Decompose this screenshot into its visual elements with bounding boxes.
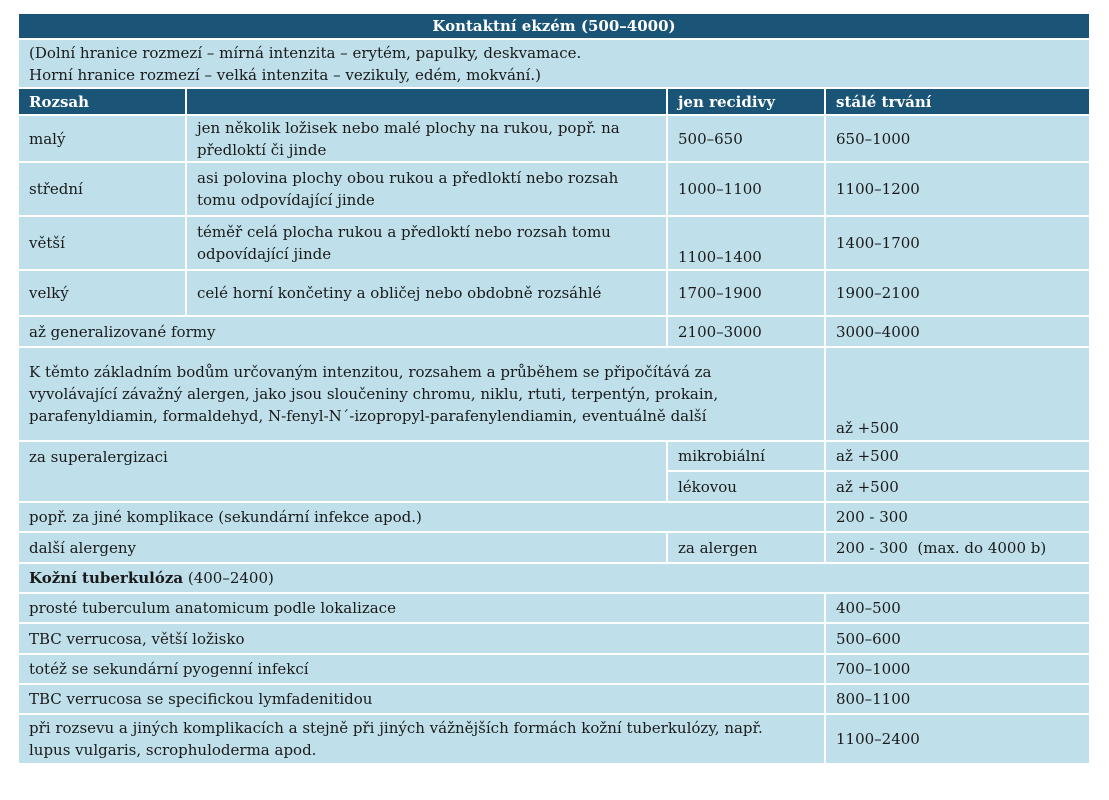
table-row xyxy=(18,563,1090,593)
size-cell: malý xyxy=(18,115,186,162)
trvani-cell: 650–1000 xyxy=(825,115,1090,162)
trvani-cell: 1100–1200 xyxy=(825,162,1090,216)
tb-text: TBC verrucosa, větší ložisko xyxy=(18,623,825,654)
tb-text xyxy=(18,714,825,764)
header-trvani: stálé trvání xyxy=(825,88,1090,115)
allergen-line: parafenyldiamin, formaldehyd, N-fenyl-N´-izopropyl-parafenylendiamin, eventuálně další xyxy=(29,407,707,425)
table-row xyxy=(18,216,1090,270)
description-line: tomu odpovídající jinde xyxy=(197,191,375,209)
description-line: předloktí či jinde xyxy=(197,140,327,159)
tb-text-line: lupus vulgaris, scrophuloderma apod. xyxy=(29,741,317,759)
komplikace-value: 200 - 300 xyxy=(825,502,1090,532)
tb-value: 700–1000 xyxy=(825,654,1090,684)
description-line: celé horní končetiny a obličej nebo obdobně rozsáhlé xyxy=(197,284,602,302)
trvani-cell: 3000–4000 xyxy=(825,316,1090,347)
table-row xyxy=(18,684,1090,714)
header-description xyxy=(186,88,667,115)
dalsi-label: další alergeny xyxy=(18,532,667,563)
superalergizace-item: lékovou xyxy=(667,471,825,502)
allergen-text xyxy=(18,347,825,441)
description-cell xyxy=(186,162,667,216)
description-line: asi polovina plochy obou rukou a předloktí nebo rozsah xyxy=(197,169,619,187)
recidivy-cell: 500–650 xyxy=(667,115,825,162)
note-line: (Dolní hranice rozmezí – mírná intenzita – erytém, papulky, deskvamace. xyxy=(29,43,582,62)
note-line: Horní hranice rozmezí – velká intenzita – vezikuly, edém, mokvání.) xyxy=(29,65,541,84)
tb-text-line: při rozsevu a jiných komplikacích a stejně při jiných vážnějších formách kožní tuberkulózy, např. xyxy=(29,719,763,737)
recidivy-cell: 1100–1400 xyxy=(667,216,825,270)
table-row xyxy=(18,654,1090,684)
superalergizace-item: mikrobiální xyxy=(667,441,825,471)
header-recidivy: jen recidivy xyxy=(667,88,825,115)
tb-text: totéž se sekundární pyogenní infekcí xyxy=(18,654,825,684)
table-title-text: Kontaktní ekzém (500–4000) xyxy=(432,17,676,35)
description-line: téměř celá plocha rukou a předloktí nebo rozsah tomu xyxy=(197,223,611,241)
table-row xyxy=(18,502,1090,532)
intensity-note xyxy=(18,39,1090,88)
allergen-value: až +500 xyxy=(825,347,1090,441)
table-row xyxy=(18,347,1090,441)
description-line: odpovídající jinde xyxy=(197,245,332,263)
tb-value: 1100–2400 xyxy=(825,714,1090,764)
table-row xyxy=(18,162,1090,216)
table-row xyxy=(18,532,1090,563)
size-cell: větší xyxy=(18,216,186,270)
table-row xyxy=(18,593,1090,623)
recidivy-cell: 1700–1900 xyxy=(667,270,825,316)
description-line: jen několik ložisek nebo malé plochy na rukou, popř. na xyxy=(197,118,620,137)
header-rozsah: Rozsah xyxy=(18,88,186,115)
table-title xyxy=(18,13,1090,39)
scoring-table xyxy=(17,12,1091,765)
table-row xyxy=(18,316,1090,347)
tb-text: TBC verrucosa se specifickou lymfadenitidou xyxy=(18,684,825,714)
size-cell: střední xyxy=(18,162,186,216)
allergen-line: K těmto základním bodům určovaným intenzitou, rozsahem a průběhem se připočítává za xyxy=(29,363,712,381)
trvani-cell: 1400–1700 xyxy=(825,216,1090,270)
tb-header-title: Kožní tuberkulóza xyxy=(29,569,184,587)
size-cell: velký xyxy=(18,270,186,316)
table-row xyxy=(18,623,1090,654)
description-cell xyxy=(186,216,667,270)
komplikace-label: popř. za jiné komplikace (sekundární infekce apod.) xyxy=(18,502,825,532)
dalsi-sub: za alergen xyxy=(667,532,825,563)
tb-header-range: (400–2400) xyxy=(187,569,274,587)
tb-value: 500–600 xyxy=(825,623,1090,654)
table-row xyxy=(18,115,1090,162)
superalergizace-value: až +500 xyxy=(825,441,1090,471)
table-row xyxy=(18,714,1090,764)
table-row xyxy=(18,441,1090,471)
allergen-line: vyvolávající závažný alergen, jako jsou sloučeniny chromu, niklu, rtuti, terpentýn, prokain, xyxy=(29,385,719,403)
recidivy-cell: 2100–3000 xyxy=(667,316,825,347)
description-cell xyxy=(186,270,667,316)
trvani-cell: 1900–2100 xyxy=(825,270,1090,316)
recidivy-cell: 1000–1100 xyxy=(667,162,825,216)
dalsi-value: 200 - 300 (max. do 4000 b) xyxy=(825,532,1090,563)
tb-text: prosté tuberculum anatomicum podle lokalizace xyxy=(18,593,825,623)
table-row xyxy=(18,270,1090,316)
superalergizace-value: až +500 xyxy=(825,471,1090,502)
tb-header xyxy=(18,563,1090,593)
tb-value: 400–500 xyxy=(825,593,1090,623)
description-cell xyxy=(186,115,667,162)
generalized-label: až generalizované formy xyxy=(18,316,667,347)
tb-value: 800–1100 xyxy=(825,684,1090,714)
superalergizace-label: za superalergizaci xyxy=(18,441,667,502)
